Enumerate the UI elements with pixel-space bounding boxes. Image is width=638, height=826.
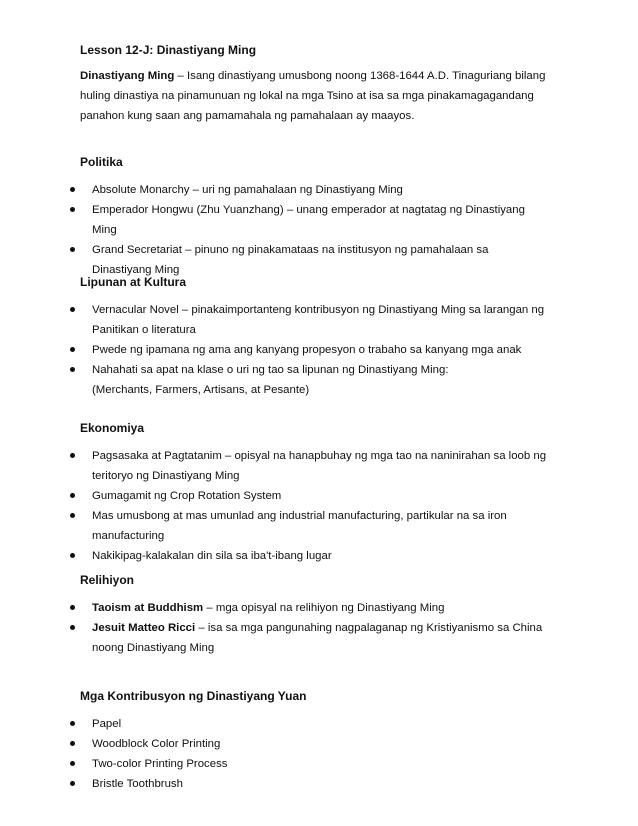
list-item — [80, 714, 550, 734]
list-item-text: Mas umusbong at mas umunlad ang industrial manufacturing, partikular na sa iron manufacturing — [92, 510, 507, 542]
bullet-icon — [70, 625, 75, 630]
bullet-icon — [70, 367, 75, 372]
bullet-icon — [70, 513, 75, 518]
list-item — [80, 180, 550, 200]
bullet-icon — [70, 493, 75, 498]
kontribusyon-list — [80, 714, 550, 794]
bullet-icon — [70, 761, 75, 766]
bullet-icon — [70, 553, 75, 558]
list-item-text: Nahahati sa apat na klase o uri ng tao sa lipunan ng Dinastiyang Ming: — [92, 364, 449, 376]
list-item — [80, 754, 550, 774]
section-heading-politika: Politika — [80, 155, 123, 169]
lipunan-list — [80, 300, 550, 400]
list-item-text: Pwede ng ipamana ng ama ang kanyang propesyon o trabaho sa kanyang mga anak — [92, 344, 522, 356]
bullet-icon — [70, 247, 75, 252]
list-item-text: Two-color Printing Process — [92, 758, 228, 770]
section-heading-kontribusyon: Mga Kontribusyon ng Dinastiyang Yuan — [80, 689, 307, 703]
list-item-text: Woodblock Color Printing — [92, 738, 221, 750]
intro-text: – Isang dinastiyang umusbong noong 1368-1644 A.D. Tinaguriang bilang huling dinastiya na pinamunuan ng lokal na mga Tsino at isa sa mga pinakamagagandang panahon kung saan ang pamamahala ng pamahalaan ay maayos. — [80, 70, 546, 122]
relihiyon-list — [80, 598, 550, 658]
intro-paragraph — [80, 66, 570, 126]
politika-list — [80, 180, 550, 280]
list-item — [80, 360, 550, 400]
list-item-text: Grand Secretariat – pinuno ng pinakamataas na institusyon ng pamahalaan sa Dinastiyang Ming — [92, 244, 489, 276]
bullet-icon — [70, 721, 75, 726]
section-heading-ekonomiya: Ekonomiya — [80, 421, 145, 435]
list-item-text: Emperador Hongwu (Zhu Yuanzhang) – unang emperador at nagtatag ng Dinastiyang Ming — [92, 204, 525, 236]
bullet-icon — [70, 781, 75, 786]
list-item — [80, 200, 550, 240]
list-item-subtext: (Merchants, Farmers, Artisans, at Pesante) — [92, 384, 310, 396]
bullet-icon — [70, 307, 75, 312]
list-item-text: – isa sa mga pangunahing nagpalaganap ng Kristiyanismo sa China noong Dinastiyang Ming — [92, 622, 543, 654]
page-title: Lesson 12-J: Dinastiyang Ming — [80, 43, 257, 57]
list-item — [80, 300, 550, 340]
bullet-icon — [70, 605, 75, 610]
list-item — [80, 598, 550, 618]
list-item-text: Absolute Monarchy – uri ng pamahalaan ng Dinastiyang Ming — [92, 184, 403, 196]
bullet-icon — [70, 207, 75, 212]
list-item — [80, 546, 550, 566]
bullet-icon — [70, 187, 75, 192]
list-item — [80, 446, 550, 486]
bullet-icon — [70, 741, 75, 746]
list-item — [80, 734, 550, 754]
list-item-text: Gumagamit ng Crop Rotation System — [92, 490, 282, 502]
list-item-term: Jesuit Matteo Ricci — [92, 622, 196, 634]
list-item — [80, 486, 550, 506]
list-item — [80, 774, 550, 794]
list-item-text: Papel — [92, 718, 122, 730]
list-item-text: – mga opisyal na relihiyon ng Dinastiyang Ming — [203, 602, 445, 614]
bullet-icon — [70, 453, 75, 458]
list-item-text: Vernacular Novel – pinakaimportanteng kontribusyon ng Dinastiyang Ming sa larangan ng Panitikan o literatura — [92, 304, 545, 336]
list-item — [80, 340, 550, 360]
list-item-text: Bristle Toothbrush — [92, 778, 183, 790]
list-item-text: Nakikipag-kalakalan din sila sa iba't-ibang lugar — [92, 550, 332, 562]
list-item — [80, 618, 550, 658]
ekonomiya-list — [80, 446, 550, 566]
list-item — [80, 506, 550, 546]
bullet-icon — [70, 347, 75, 352]
list-item-text: Pagsasaka at Pagtatanim – opisyal na hanapbuhay ng mga tao na naninirahan sa loob ng teritoryo ng Dinastiyang Ming — [92, 450, 547, 482]
list-item-term: Taoism at Buddhism — [92, 602, 204, 614]
intro-term: Dinastiyang Ming — [80, 70, 175, 82]
section-heading-lipunan: Lipunan at Kultura — [80, 275, 186, 289]
section-heading-relihiyon: Relihiyon — [80, 573, 135, 587]
